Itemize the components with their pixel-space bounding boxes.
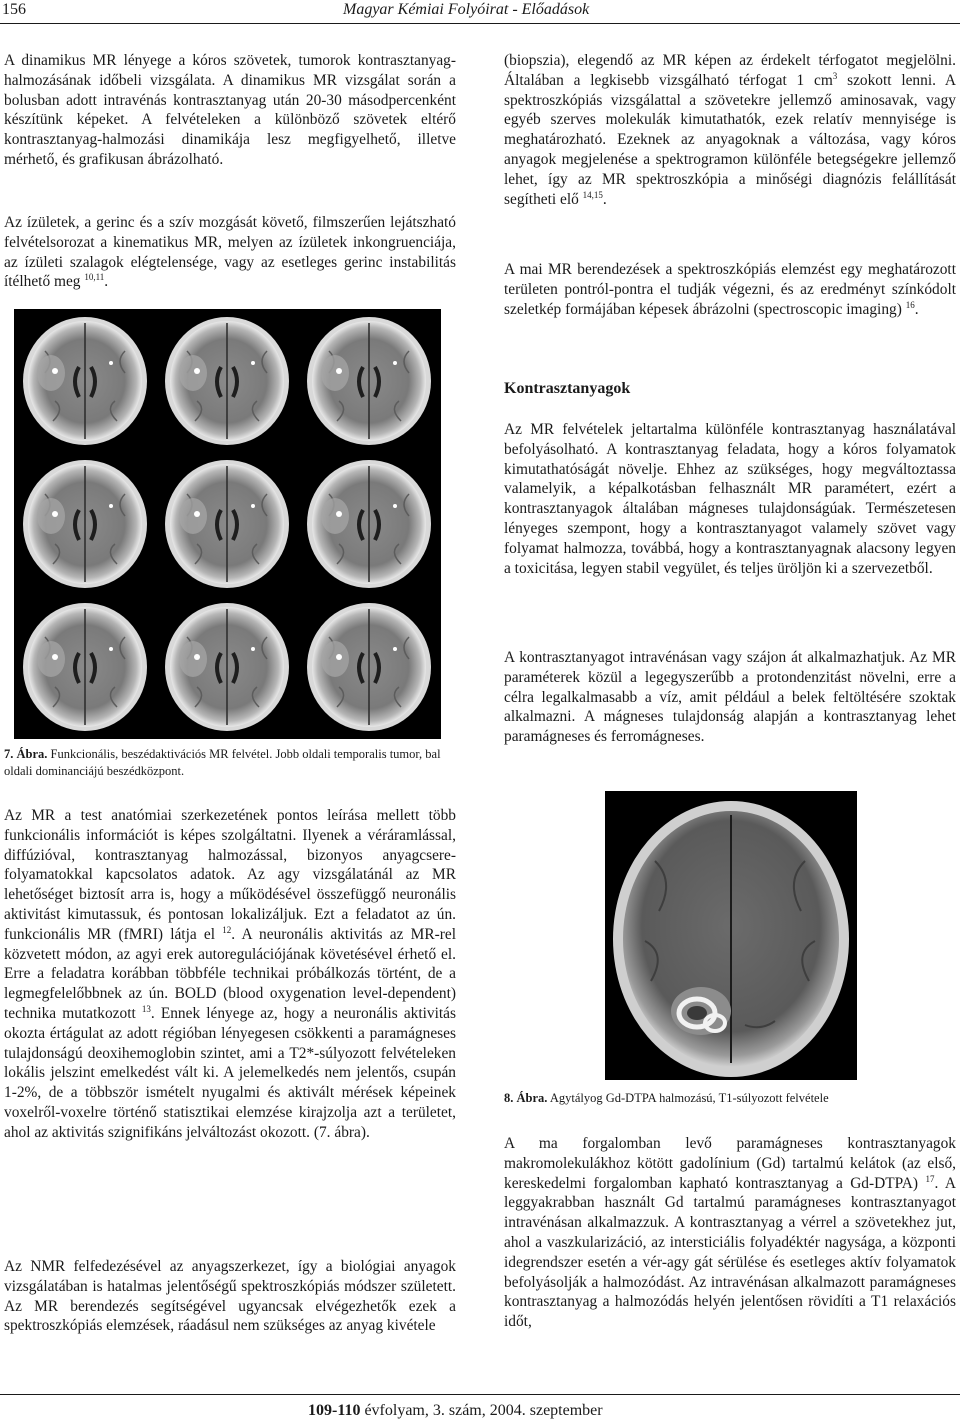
right-paragraph-1 <box>504 51 956 209</box>
left-paragraph-2 <box>4 213 456 292</box>
footer-rule <box>0 1394 960 1395</box>
figure-label: 8. Ábra. <box>504 1091 548 1105</box>
text: A kontrasztanyagot intravénásan vagy szájon át alkalmazhatjuk. Az MR paraméterek közül a legegyszerűbb a protondenzitást növelni, erre a célra legalkalmasabb a víz, amit például a belek feltöltésére szoktak alkalmazni. A mágneses tulajdonság alapján a kontrasztanyag lehet paramágneses és ferromágneses. <box>504 649 956 746</box>
text: A dinamikus MR lényege a kóros szövetek, tumorok kontrasztanyag-halmozásának időbeli vizsgálata. A dinamikus MR vizsgálat során a bolusban adott intravénás kontrasztanyag után 20-30 másodpercenként készítünk képeket. A felvételeken a különböző szövetek eltérő kontrasztanyag-halmozási dinamikája lesz megfigyelhető, illetve mérhető, és grafikusan ábrázolható. <box>4 52 456 168</box>
citation: 17 <box>925 1173 935 1184</box>
figure-8-caption <box>504 1090 956 1107</box>
text: . A leggyakrabban használt Gd tartalmú paramágneses kontrasztanyagot intravénásan alkalmazzuk. A kontrasztanyag a vérrel a szövetekhez jut, ahol a vaszkularizáció, az intersticiális folyadéktér nagysága, a központi idegrendszer esetén a vér-agy gát sérülése és esetleges aktív folyamatok befolyásolják a halmozódást. Az intravénásan alkalmazott paramágneses kontrasztanyag a halmozódás helyén jelentősen rövidíti a T1 relaxációs időt, <box>504 1174 956 1331</box>
text: Az ízületek, a gerinc és a szív mozgását követő, filmszerűen lejátszható felvételsorozat a kinematikus MR, melyen az ízületek inkongruenciája, az ízületi szalagok elégtelensége, vagy az esetleges gerinc instabilitás ítélhető meg <box>4 214 456 291</box>
figure-7-caption <box>4 746 456 780</box>
text: szokott lenni. A spektroszkópiás vizsgálattal a szövetekre jellemző aminosavak, vagy egyéb szerves molekulák kimutathatók, ezek relatív mennyisége is meghatározható. Ezeknek az anyagoknak a változása, vagy kóros anyagok megjelenése a spektrogramon különféle betegségekre jellemző lehet, így az MR spektroszkópia a minőségi diagnózis felállítását segítheti elő <box>504 71 956 208</box>
figure-8-image <box>605 791 857 1080</box>
caption-text: Funkcionális, beszédaktivációs MR felvétel. Jobb oldali temporalis tumor, bal oldali dominanciájú beszédközpont. <box>4 747 441 778</box>
citation: 13 <box>141 1003 151 1014</box>
header-rule <box>0 23 960 24</box>
text: . <box>104 273 109 291</box>
fmri-grid <box>14 309 441 739</box>
issue-footer <box>308 1402 603 1420</box>
journal-title: Magyar Kémiai Folyóirat - Előadások <box>343 1 590 18</box>
right-paragraph-3 <box>504 420 956 578</box>
left-paragraph-4 <box>4 1257 456 1336</box>
text: . <box>602 190 607 208</box>
citation: 12 <box>222 924 232 935</box>
right-paragraph-4 <box>504 648 956 747</box>
figure-label: 7. Ábra. <box>4 747 48 761</box>
left-paragraph-3 <box>4 806 456 1143</box>
caption-text: Agytályog Gd-DTPA halmozású, T1-súlyozott felvétele <box>547 1091 829 1105</box>
citation: 14,15 <box>582 189 603 200</box>
text: A ma forgalomban levő paramágneses kontrasztanyagok makromolekulákhoz kötött gadolínium (Gd) tartalmú kelátok (az első, kereskedelmi forgalomban kapható kontrasztanyag a Gd-DTPA) <box>504 1135 956 1192</box>
right-paragraph-2 <box>504 260 956 319</box>
t1-abscess-scan <box>605 791 857 1080</box>
right-paragraph-5 <box>504 1134 956 1332</box>
text: . A neuronális aktivitás az MR-rel közvetett módon, az agyi erek autoregulációjának követésével érhető el. Erre a feladatra korábban többféle technikai próbálkozás történt, de a legmegfelelőbbnek az ún. BOLD (blood oxygenation level-dependent) technika mutatkozott <box>4 925 456 1022</box>
text: Az MR a test anatómiai szerkezetének pontos leírása mellett több funkcionális információt is képes szolgáltatni. Ilyenek a véráramlással, diffúzióval, kontrasztanyag halmozással, bizonyos anyagcsere-folyamatokkal kapcsolatos adatok. Az agy vizsgálatánál az MR lehetőséget biztosít arra is, hogy a működésével összefüggő neuronális aktivitást kimutassuk, és pontosan lokalizáljuk. Ezt a feladatot az ún. funkcionális MR (fMRI) látja el <box>4 807 456 943</box>
text: Az MR felvételek jeltartalma különféle kontrasztanyag használatával befolyásolható. A kontrasztanyag feladata, hogy a kóros folyamatok kimutathatóságát növelje. Ehhez az szükséges, hogy megváltoztassa valamelyik, a képalkotásban felhasznált MR paramétert, ezért a kontrasztanyagok általában mágneses tulajdonságúak. Természetesen lényeges szempont, hogy a kontrasztanyagot valamely szövet vagy folyamat halmozza, továbbá, hogy a kontrasztanyagnak alacsony legyen a toxicitása, legyen stabil vegyület, és teljes üröljön ki a szervezetből. <box>504 421 956 577</box>
text: . Ennek lényege az, hogy a neuronális aktivitás okozta értágulat az adott régióban lényegesen csökkenti a paramágneses tulajdonságú deoxihemoglobin szintet, ami a T2*-súlyozott felvételeken lokális jelszint emelkedést vált ki. A jelemelkedés nem jelentős, csupán 1-2%, de a többször ismételt nyugalmi és aktivált mérések képeinek voxelről-voxelre történő statisztikai elemzése kirajzolja azt a területet, ahol az aktivitás szignifikáns jelváltozást okozott. (7. ábra). <box>4 1004 456 1141</box>
figure-7-image <box>14 309 441 739</box>
citation: 16 <box>905 299 915 310</box>
volume-number: 109-110 <box>308 1402 361 1419</box>
issue-info: évfolyam, 3. szám, 2004. szeptember <box>360 1402 603 1419</box>
text: A mai MR berendezések a spektroszkópiás elemzést egy meghatározott területen pontról-pontra el tudják végezni, és az eredményt színkódolt szeletkép formájában képesek ábrázolni (spectroscopic imaging) <box>504 261 956 318</box>
superscript: 3 <box>832 70 838 81</box>
section-heading: Kontrasztanyagok <box>504 380 631 397</box>
left-paragraph-1 <box>4 51 456 170</box>
text: (biopszia), elegendő az MR képen az érdekelt térfogatot megjelölni. Általában a legkisebb vizsgálható térfogat 1 cm <box>504 52 956 89</box>
page-number: 156 <box>2 1 26 18</box>
text: . <box>914 300 919 318</box>
citation: 10,11 <box>84 272 105 283</box>
text: Az NMR felfedezésével az anyagszerkezet, így a biológiai anyagok vizsgálatában is hatalmas jelentőségű spektroszkópiás módszer született. Az MR berendezés segítségével ugyancsak elvégezhetők ezek a spektroszkópiás elemzések, ráadásul nem szükséges az anyag kivétele <box>4 1258 456 1335</box>
